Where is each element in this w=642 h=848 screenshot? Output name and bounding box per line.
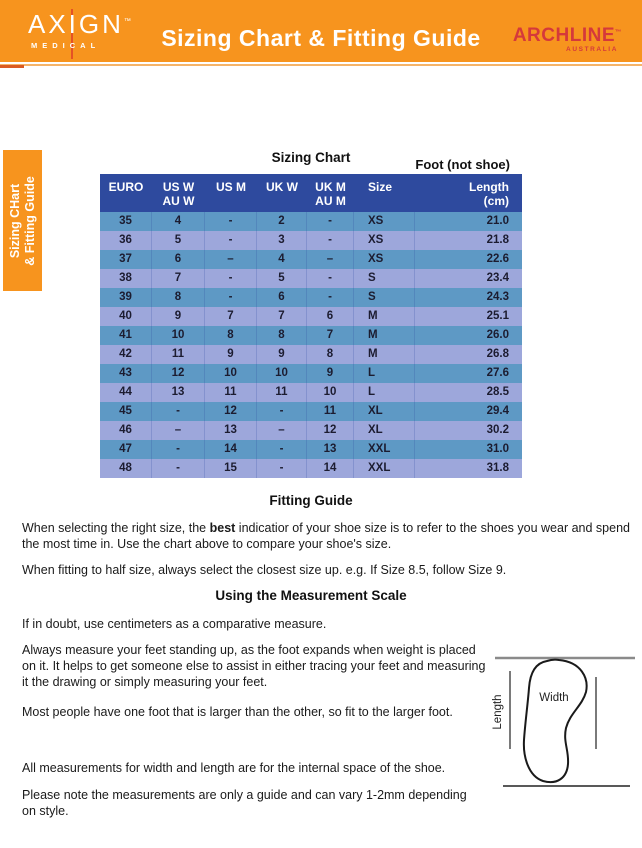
table-cell: -	[307, 231, 354, 250]
table-row	[100, 440, 522, 459]
table-cell: 24.3	[486, 291, 509, 303]
side-tab-label	[8, 176, 38, 266]
table-cell: 5	[152, 231, 205, 250]
table-row	[100, 288, 522, 307]
header-rule-dark	[0, 65, 24, 68]
table-row	[100, 421, 522, 440]
page-title: Sizing Chart & Fitting Guide	[161, 25, 481, 51]
archline-trademark: ™	[615, 29, 622, 36]
table-cell: -	[152, 402, 205, 421]
table-cell: 7	[205, 307, 257, 326]
archline-logo	[513, 26, 622, 53]
table-cell: 25.1	[486, 310, 509, 322]
header-rule-light	[0, 64, 642, 66]
table-cell: XL	[354, 402, 415, 421]
table-cell: M	[354, 326, 415, 345]
table-cell: 10	[307, 383, 354, 402]
table-cell: 36	[100, 231, 152, 250]
bold-word-best: best	[209, 521, 236, 535]
table-cell: XXL	[354, 459, 415, 478]
fitting-guide-paragraph-1: When selecting the right size, the best indicatior of your shoe size is to refer to the shoes you wear and spend the most time in. Use the chart above to compare your shoe's size.	[22, 521, 630, 551]
measurement-paragraph-3: Most people have one foot that is larger than the other, so fit to the larger foot.	[22, 705, 453, 719]
table-cell: -	[307, 288, 354, 307]
table-cell: 31.8	[486, 462, 509, 474]
table-cell: –	[152, 421, 205, 440]
table-cell: 8	[257, 326, 307, 345]
table-cell: 23.4	[486, 272, 509, 284]
side-tab-line1: Sizing CHart	[7, 183, 22, 258]
table-cell: 14	[307, 459, 354, 478]
table-cell: 10	[257, 364, 307, 383]
foot-outline-diagram-svg	[489, 650, 641, 798]
table-cell: M	[354, 345, 415, 364]
column-header-size: Size	[368, 180, 393, 194]
table-cell: 9	[152, 307, 205, 326]
table-cell: XS	[354, 231, 415, 250]
measurement-paragraph-5: Please note the measurements are only a guide and can vary 1-2mm depending on style.	[22, 788, 467, 818]
table-cell: 7	[152, 269, 205, 288]
table-cell: –	[257, 421, 307, 440]
table-cell: 31.0	[486, 443, 509, 455]
table-cell: 45	[100, 402, 152, 421]
table-cell: –	[307, 250, 354, 269]
table-cell: 35	[100, 212, 152, 231]
table-cell: 12	[205, 402, 257, 421]
table-cell: 44	[100, 383, 152, 402]
side-tab-sizing-chart	[3, 150, 42, 291]
table-row	[100, 307, 522, 326]
table-cell: 38	[100, 269, 152, 288]
table-cell: 5	[257, 269, 307, 288]
measurement-paragraph-1: If in doubt, use centimeters as a comparative measure.	[22, 617, 327, 631]
table-cell: 12	[307, 421, 354, 440]
table-cell: 46	[100, 421, 152, 440]
table-cell: 11	[257, 383, 307, 402]
table-cell: 6	[257, 288, 307, 307]
table-cell: 9	[257, 345, 307, 364]
table-cell: 14	[205, 440, 257, 459]
table-cell: 8	[205, 326, 257, 345]
length-label: Length	[492, 694, 504, 730]
table-cell: 13	[307, 440, 354, 459]
table-cell: 42	[100, 345, 152, 364]
sizing-chart-title: Sizing Chart	[271, 150, 351, 165]
table-cell: 21.8	[486, 234, 509, 246]
column-header-euro: EURO	[108, 180, 144, 194]
table-cell: 11	[205, 383, 257, 402]
sizing-table	[100, 174, 522, 478]
sizing-table-header	[100, 174, 522, 212]
width-label: Width	[539, 692, 569, 704]
table-cell: 6	[152, 250, 205, 269]
table-row	[100, 212, 522, 231]
table-cell: -	[257, 459, 307, 478]
table-cell: 28.5	[486, 386, 509, 398]
table-cell: -	[205, 288, 257, 307]
archline-logo-subtext: AUSTRALIA	[566, 46, 618, 53]
table-cell: XL	[354, 421, 415, 440]
table-cell: 48	[100, 459, 152, 478]
table-cell: 2	[257, 212, 307, 231]
table-row	[100, 231, 522, 250]
archline-logo-text	[513, 26, 622, 46]
table-row	[100, 383, 522, 402]
table-cell: 3	[257, 231, 307, 250]
table-cell: L	[354, 383, 415, 402]
table-cell: 7	[257, 307, 307, 326]
table-cell: 21.0	[486, 215, 509, 227]
table-cell: M	[354, 307, 415, 326]
table-cell: XS	[354, 250, 415, 269]
fitting-guide-paragraph-2: When fitting to half size, always select the closest size up. e.g. If Size 8.5, follow Size 9.	[22, 563, 507, 577]
table-cell: 26.8	[486, 348, 509, 360]
column-header-length: Length (cm)	[469, 180, 509, 208]
column-header-uk-w: UK W	[266, 180, 298, 194]
table-cell: 40	[100, 307, 152, 326]
table-cell: 27.6	[486, 367, 509, 379]
table-cell: L	[354, 364, 415, 383]
table-cell: -	[257, 402, 307, 421]
table-cell: 43	[100, 364, 152, 383]
table-cell: 29.4	[486, 405, 509, 417]
table-cell: –	[205, 250, 257, 269]
table-cell: XS	[354, 212, 415, 231]
table-cell: XXL	[354, 440, 415, 459]
table-cell: 22.6	[486, 253, 509, 265]
table-cell: S	[354, 288, 415, 307]
table-cell: 4	[257, 250, 307, 269]
table-row	[100, 250, 522, 269]
table-cell: -	[152, 459, 205, 478]
sizing-table-body	[100, 212, 522, 478]
header-banner	[0, 0, 642, 62]
table-cell: -	[257, 440, 307, 459]
table-cell: 11	[152, 345, 205, 364]
axign-logo-subtext: MEDICAL	[31, 41, 101, 50]
table-cell: 26.0	[486, 329, 509, 341]
axign-trademark: ™	[123, 18, 131, 25]
table-cell: 7	[307, 326, 354, 345]
table-cell: 30.2	[486, 424, 509, 436]
table-cell: 13	[205, 421, 257, 440]
foot-measurement-diagram	[489, 650, 641, 798]
table-cell: -	[307, 269, 354, 288]
measurement-scale-heading: Using the Measurement Scale	[215, 588, 407, 603]
column-header-us-m: US M	[216, 180, 246, 194]
table-row	[100, 269, 522, 288]
table-cell: -	[205, 269, 257, 288]
table-cell: 11	[307, 402, 354, 421]
table-row	[100, 459, 522, 478]
measurement-paragraph-4: All measurements for width and length are for the internal space of the shoe.	[22, 761, 446, 775]
table-cell: 6	[307, 307, 354, 326]
table-cell: 4	[152, 212, 205, 231]
fitting-guide-heading: Fitting Guide	[269, 493, 353, 508]
table-cell: 47	[100, 440, 152, 459]
table-cell: 10	[152, 326, 205, 345]
table-cell: 13	[152, 383, 205, 402]
foot-not-shoe-label: Foot (not shoe)	[415, 157, 510, 172]
side-tab-line2: & Fitting Guide	[22, 175, 37, 266]
table-row	[100, 326, 522, 345]
table-cell: 9	[307, 364, 354, 383]
table-cell: -	[307, 212, 354, 231]
table-cell: 41	[100, 326, 152, 345]
table-cell: 9	[205, 345, 257, 364]
table-cell: 12	[152, 364, 205, 383]
column-header-uk-m: UK M AU M	[315, 180, 346, 208]
table-row	[100, 402, 522, 421]
table-cell: -	[205, 231, 257, 250]
table-cell: 39	[100, 288, 152, 307]
table-cell: 15	[205, 459, 257, 478]
column-header-us-w: US W AU W	[162, 180, 195, 208]
table-cell: 8	[307, 345, 354, 364]
measurement-paragraph-2: Always measure your feet standing up, as the foot expands when weight is placed on it. It helps to get someone else to assist in either tracing your feet and measuring it the drawing or simply measuring your feet.	[22, 643, 486, 689]
table-row	[100, 345, 522, 364]
table-cell: 10	[205, 364, 257, 383]
table-cell: 8	[152, 288, 205, 307]
axign-logo-name: AXIGN	[28, 9, 124, 39]
table-cell: -	[205, 212, 257, 231]
table-cell: S	[354, 269, 415, 288]
table-row	[100, 364, 522, 383]
archline-logo-name: ARCHLINE	[512, 25, 615, 46]
table-cell: 37	[100, 250, 152, 269]
table-cell: -	[152, 440, 205, 459]
